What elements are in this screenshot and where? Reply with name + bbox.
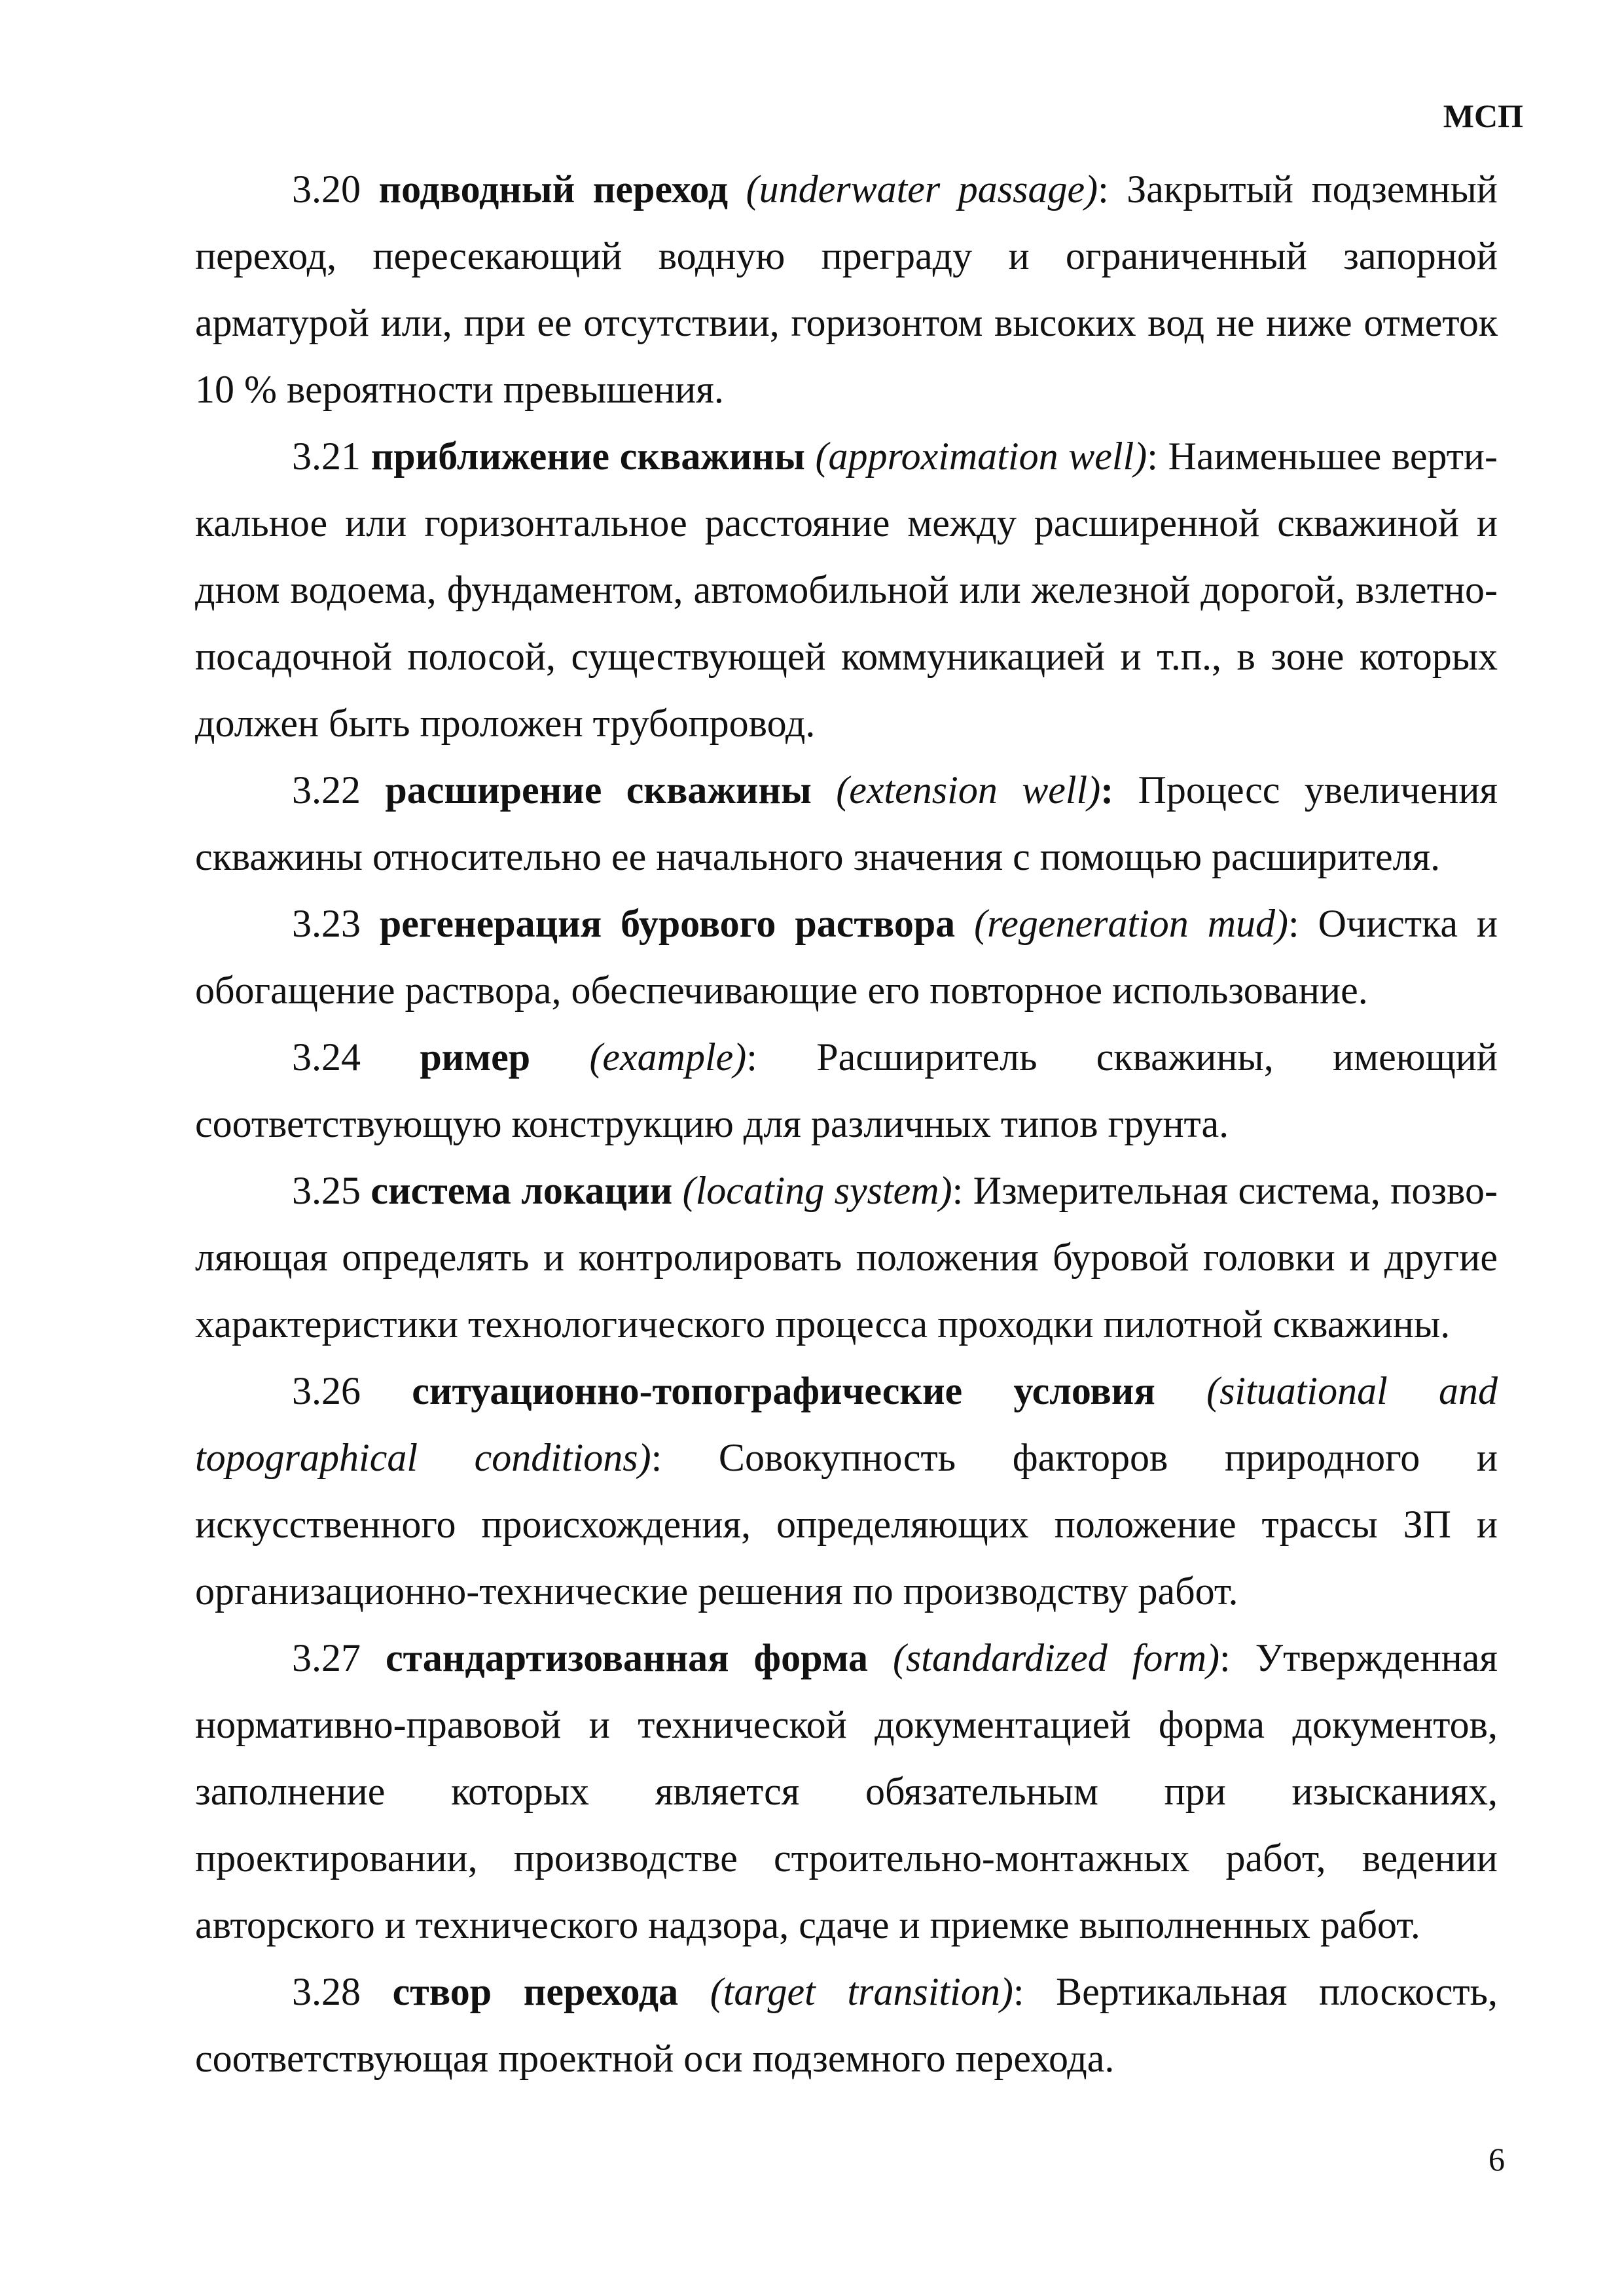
entry-definition: Расширитель скважины, имеющий соответствующую конструкцию для различных типов грунта. <box>195 1035 1498 1145</box>
definition-entry <box>195 757 1498 890</box>
definition-entry <box>195 1024 1498 1157</box>
entry-term: расширение скважины <box>385 768 812 812</box>
entry-term: подводный переход <box>378 168 729 211</box>
entry-number: 3.20 <box>292 168 361 211</box>
definition-entry <box>195 890 1498 1024</box>
entry-number: 3.22 <box>292 768 361 812</box>
entry-english-term: (example) <box>589 1035 747 1079</box>
entry-term: стандартизованная форма <box>385 1636 868 1679</box>
definition-entry <box>195 156 1498 423</box>
entry-separator: : <box>1219 1636 1231 1679</box>
entry-separator: : <box>651 1436 662 1479</box>
entry-separator: : <box>1013 1970 1024 2013</box>
entry-number: 3.24 <box>292 1035 361 1079</box>
entry-definition: Закрытый подземный переход, пересекающий водную преграду и ограниченный запорной арматурой или, при ее отсутствии, горизонтом высоких вод не ниже отметок 10 % вероятности превышения. <box>195 168 1498 411</box>
entry-english-term: (underwater passage) <box>746 168 1098 211</box>
document-code: МСП <box>1443 98 1523 134</box>
definition-entry <box>195 1357 1498 1624</box>
entry-definition: Очистка и обогащение раствора, обеспечивающие его повторное использование. <box>195 902 1498 1012</box>
definition-entry <box>195 1157 1498 1357</box>
entry-term: ример <box>420 1035 531 1079</box>
entry-definition: Процесс увеличения скважины относительно ее начального значения с помощью расширителя. <box>195 768 1498 878</box>
entry-definition: Наименьшее вертикальное или горизонтальное расстояние между расширенной скважиной и дном водоема, фундаментом, автомобильной или железной дорогой, взлетно-посадочной полосой, существующей коммуникацией и т.п., в зоне которых должен быть проложен трубопровод. <box>195 435 1498 745</box>
entry-definition: Измерительная система, позволяющая определять и контролировать положения буровой головки и другие характеристики технологического процесса проходки пилотной скважины. <box>195 1169 1498 1346</box>
entry-number: 3.25 <box>292 1169 361 1212</box>
entry-separator: : <box>1288 902 1299 945</box>
definition-entry <box>195 423 1498 757</box>
definition-entry <box>195 1958 1498 2092</box>
entry-separator: : <box>952 1169 964 1212</box>
entry-english-term: (approximation well) <box>815 435 1147 478</box>
definitions-list <box>195 156 1498 2092</box>
entry-number: 3.27 <box>292 1636 361 1679</box>
entry-definition: Утвержденная нормативно-правовой и технической документацией форма документов, заполнение которых является обязательным при изысканиях, проектировании, производстве строительно-монтажных работ, ведении авторского и технического надзора, сдаче и приемке выполненных работ. <box>195 1636 1498 1946</box>
definition-entry <box>195 1624 1498 1958</box>
entry-english-term: (regeneration mud) <box>974 902 1289 945</box>
entry-separator: : <box>1098 168 1109 211</box>
entry-definition: Совокупность факторов природного и искусственного происхождения, определяющих положение трассы ЗП и организационно-технические решения по производству работ. <box>195 1436 1498 1613</box>
entry-english-term: (standardized form) <box>892 1636 1220 1679</box>
entry-english-term: (target transition) <box>710 1970 1013 2013</box>
entry-number: 3.21 <box>292 435 361 478</box>
entry-number: 3.26 <box>292 1369 361 1412</box>
entry-english-term: (situational and topographical conditions) <box>195 1369 1498 1479</box>
entry-term: приближение скважины <box>370 435 805 478</box>
entry-number: 3.23 <box>292 902 361 945</box>
page-number: 6 <box>1489 2141 1505 2178</box>
entry-english-term: (extension well) <box>836 768 1101 812</box>
entry-english-term: (locating system) <box>682 1169 952 1212</box>
entry-separator: : <box>1147 435 1158 478</box>
entry-term: ситуационно-топографические условия <box>412 1369 1155 1412</box>
entry-separator: : <box>746 1035 757 1079</box>
entry-term: система локации <box>370 1169 673 1212</box>
entry-number: 3.28 <box>292 1970 361 2013</box>
entry-term: регенерация бурового раствора <box>379 902 956 945</box>
entry-separator: : <box>1100 768 1114 812</box>
entry-term: створ перехода <box>392 1970 679 2013</box>
entry-definition: Вертикальная плоскость, соответствующая проектной оси подземного перехода. <box>195 1970 1498 2080</box>
